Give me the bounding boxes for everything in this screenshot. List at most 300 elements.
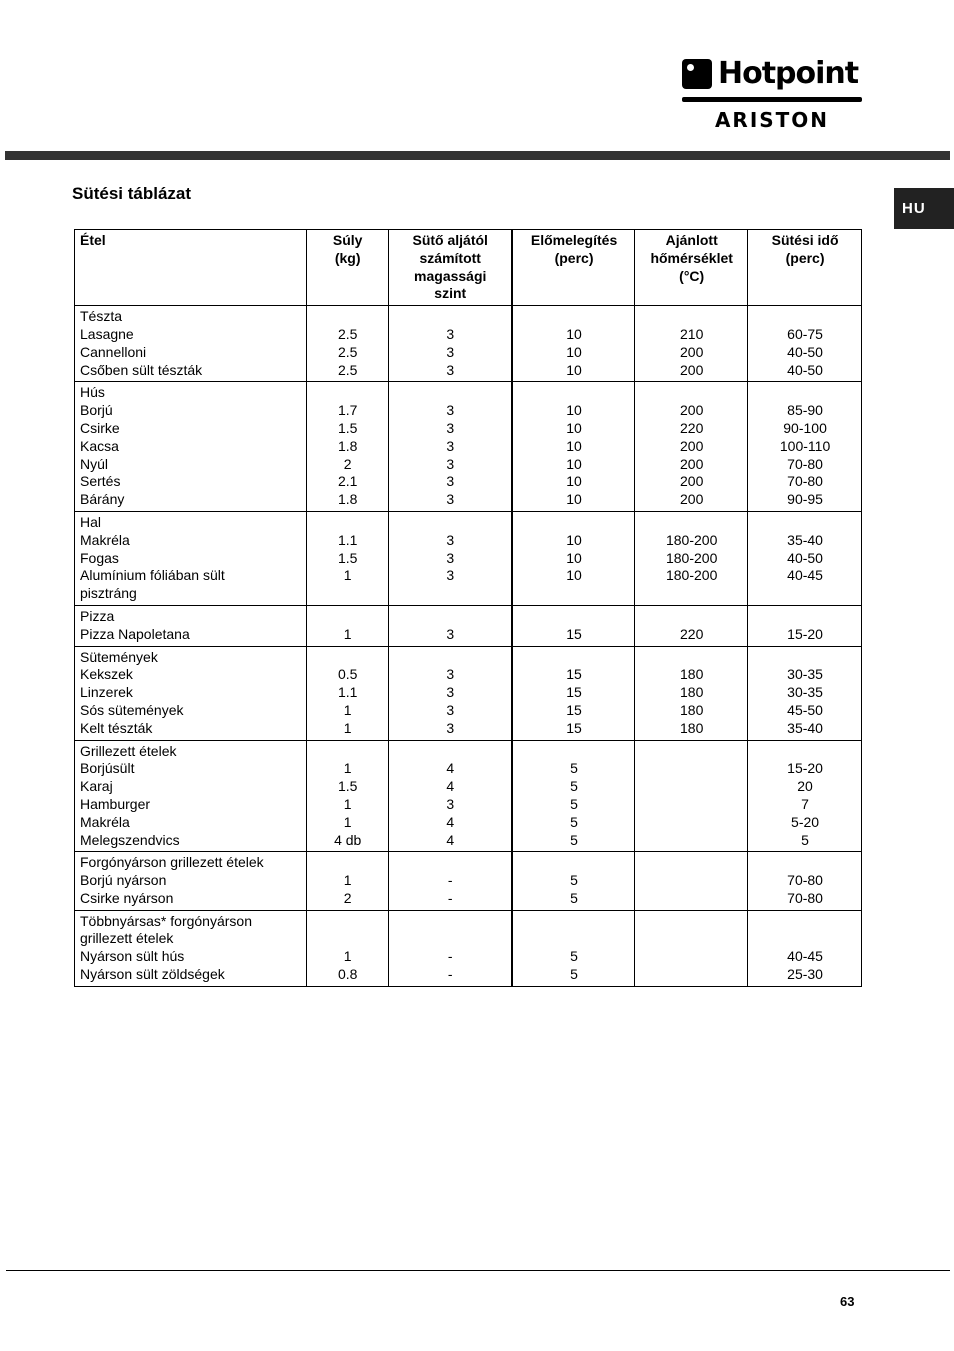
cell-line: 1 xyxy=(343,948,352,965)
header-line: magassági xyxy=(414,267,487,284)
cell-line: 70-80 xyxy=(787,455,823,472)
cell-line: 2.5 xyxy=(337,325,358,342)
col-header-level xyxy=(388,230,512,306)
cell-line: 90-100 xyxy=(783,419,827,436)
cell-line: Sós sütemények xyxy=(80,701,184,718)
cell-line: 4 db xyxy=(334,831,362,848)
col-header-time xyxy=(748,230,862,306)
temperature-cell xyxy=(635,382,748,512)
cell-line: 10 xyxy=(566,325,582,342)
header-line: (perc) xyxy=(554,249,594,266)
cell-line: 5 xyxy=(570,778,578,795)
time-cell xyxy=(748,740,862,852)
cell-line xyxy=(312,930,384,948)
cell-line: 180 xyxy=(680,719,704,736)
cell-line xyxy=(753,608,857,626)
cell-line xyxy=(753,649,857,667)
cooking-table xyxy=(74,229,862,987)
cell-line: Nyárson sült zöldségek xyxy=(80,966,225,983)
cell-line: Pizza Napoletana xyxy=(80,625,190,642)
cell-line: 1.5 xyxy=(337,778,358,795)
cell-line xyxy=(394,913,507,931)
cell-line: 40-50 xyxy=(787,343,823,360)
cell-line: 0.5 xyxy=(337,666,358,683)
col-header-preheat xyxy=(512,230,635,306)
cell-line xyxy=(394,930,507,948)
cell-line: 210 xyxy=(680,325,704,342)
cell-line: 3 xyxy=(446,402,455,419)
cell-line: Hal xyxy=(80,513,102,530)
table-row xyxy=(75,910,862,986)
page-number: 63 xyxy=(840,1294,855,1309)
cell-line xyxy=(640,854,743,872)
preheat-cell xyxy=(512,382,635,512)
brand-subname: ARISTON xyxy=(714,108,830,132)
cell-line: 5 xyxy=(570,795,578,812)
time-cell xyxy=(748,646,862,740)
food-cell xyxy=(75,511,307,605)
cell-line: 5 xyxy=(801,831,809,848)
cell-line: 1 xyxy=(343,872,352,889)
cell-line: Pizza xyxy=(80,607,115,624)
temperature-cell xyxy=(635,740,748,852)
cell-line xyxy=(640,913,743,931)
cell-line: Karaj xyxy=(80,778,113,795)
preheat-cell xyxy=(512,646,635,740)
cell-line: 220 xyxy=(680,625,704,642)
cell-line: 3 xyxy=(446,549,455,566)
cell-line xyxy=(753,854,857,872)
weight-cell xyxy=(306,605,388,646)
cell-line: 35-40 xyxy=(787,531,823,548)
cell-line xyxy=(640,760,743,778)
cell-line: 3 xyxy=(446,343,455,360)
weight-cell xyxy=(306,910,388,986)
cell-line: 180-200 xyxy=(665,567,718,584)
cell-line: 1.8 xyxy=(337,491,358,508)
cell-line: Kekszek xyxy=(80,666,133,683)
cell-line: 3 xyxy=(446,437,455,454)
cell-line: 200 xyxy=(680,491,704,508)
cell-line: 2.1 xyxy=(337,473,358,490)
col-header-temperature xyxy=(635,230,748,306)
cell-line xyxy=(394,384,507,402)
cell-line: pisztráng xyxy=(80,585,137,602)
cell-line: 10 xyxy=(566,567,582,584)
cell-line: 1.8 xyxy=(337,437,358,454)
cell-line: 1 xyxy=(343,625,352,642)
temperature-cell xyxy=(635,605,748,646)
cell-line: - xyxy=(447,948,453,965)
cell-line: 5 xyxy=(570,966,578,983)
cell-line: Cannelloni xyxy=(80,343,147,360)
cell-line xyxy=(518,384,630,402)
table-body xyxy=(75,306,862,987)
cell-line xyxy=(753,308,857,326)
food-cell xyxy=(75,306,307,382)
cell-line: Makréla xyxy=(80,531,130,548)
cell-line xyxy=(640,649,743,667)
cell-line: 180 xyxy=(680,684,704,701)
cell-line xyxy=(640,608,743,626)
level-cell xyxy=(388,740,512,852)
cell-line: 0.8 xyxy=(337,966,358,983)
cell-line xyxy=(312,913,384,931)
cell-line xyxy=(312,585,384,603)
cell-line: - xyxy=(447,889,453,906)
cell-line: Nyárson sült hús xyxy=(80,948,185,965)
temperature-cell xyxy=(635,511,748,605)
header-line: számított xyxy=(419,249,481,266)
temperature-cell xyxy=(635,306,748,382)
header-line: Étel xyxy=(80,232,106,248)
preheat-cell xyxy=(512,740,635,852)
cell-line: 3 xyxy=(446,361,455,378)
header-line: Ajánlott xyxy=(665,232,718,248)
cell-line xyxy=(640,384,743,402)
cell-line: Borjú xyxy=(80,402,113,419)
cell-line: Fogas xyxy=(80,549,119,566)
cell-line xyxy=(640,832,743,850)
time-cell xyxy=(748,852,862,910)
time-cell xyxy=(748,382,862,512)
cell-line: 220 xyxy=(680,419,704,436)
logo-divider xyxy=(682,97,862,102)
cell-line: 30-35 xyxy=(787,666,823,683)
cell-line: Csirke nyárson xyxy=(80,889,174,906)
cell-line xyxy=(753,913,857,931)
cell-line: 4 xyxy=(446,760,455,777)
cell-line: 1 xyxy=(343,760,352,777)
cell-line: 200 xyxy=(680,473,704,490)
cell-line: 180-200 xyxy=(665,531,718,548)
cell-line: 180-200 xyxy=(665,549,718,566)
preheat-cell xyxy=(512,511,635,605)
cell-line: 2 xyxy=(343,889,352,906)
cell-line xyxy=(394,854,507,872)
level-cell xyxy=(388,306,512,382)
header-bar xyxy=(5,151,950,160)
cell-line: 180 xyxy=(680,701,704,718)
header-line: hőmérséklet xyxy=(650,249,733,266)
cell-line: 15 xyxy=(566,666,582,683)
food-cell xyxy=(75,605,307,646)
weight-cell xyxy=(306,511,388,605)
cell-line: Többnyársas* forgónyárson xyxy=(80,912,252,929)
cell-line: 1.1 xyxy=(337,684,358,701)
cell-line xyxy=(312,608,384,626)
level-cell xyxy=(388,511,512,605)
food-cell xyxy=(75,852,307,910)
cell-line xyxy=(394,308,507,326)
cell-line: Linzerek xyxy=(80,684,133,701)
cell-line: 5 xyxy=(570,889,578,906)
brand-logo xyxy=(682,56,864,132)
cell-line: 25-30 xyxy=(787,966,823,983)
time-cell xyxy=(748,306,862,382)
cell-line xyxy=(753,585,857,603)
weight-cell xyxy=(306,646,388,740)
cell-line xyxy=(753,930,857,948)
cell-line: 200 xyxy=(680,402,704,419)
cell-line: 3 xyxy=(446,719,455,736)
cell-line xyxy=(518,743,630,761)
cell-line xyxy=(640,796,743,814)
cell-line xyxy=(640,966,743,984)
cell-line xyxy=(640,872,743,890)
table-row xyxy=(75,740,862,852)
cell-line: 5 xyxy=(570,948,578,965)
header-line: Sütő aljától xyxy=(412,232,488,248)
cell-line xyxy=(518,514,630,532)
table-row xyxy=(75,511,862,605)
cell-line: 3 xyxy=(446,455,455,472)
cell-line: 10 xyxy=(566,473,582,490)
cell-line xyxy=(640,778,743,796)
table-row xyxy=(75,852,862,910)
cell-line: Nyúl xyxy=(80,455,109,472)
cell-line: 1.7 xyxy=(337,402,358,419)
cell-line: 35-40 xyxy=(787,719,823,736)
cell-line: Grillezett ételek xyxy=(80,742,177,759)
time-cell xyxy=(748,511,862,605)
brand-name: Hotpoint xyxy=(718,56,859,91)
header-line: Sütési idő xyxy=(771,232,839,248)
cell-line: 40-45 xyxy=(787,567,823,584)
cell-line: 3 xyxy=(446,666,455,683)
cell-line: 5 xyxy=(570,760,578,777)
cell-line: 1 xyxy=(343,701,352,718)
cell-line: Melegszendvics xyxy=(80,831,180,848)
cell-line xyxy=(640,930,743,948)
cell-line: Csirke xyxy=(80,419,120,436)
cell-line: 2.5 xyxy=(337,361,358,378)
cell-line: 1.5 xyxy=(337,549,358,566)
cell-line: 3 xyxy=(446,491,455,508)
cell-line: 1.5 xyxy=(337,419,358,436)
header-line: Előmelegítés xyxy=(530,232,618,248)
cell-line: 30-35 xyxy=(787,684,823,701)
cell-line: 10 xyxy=(566,343,582,360)
cell-line: 1 xyxy=(343,813,352,830)
cell-line: 10 xyxy=(566,419,582,436)
cell-line xyxy=(312,514,384,532)
cell-line: 3 xyxy=(446,325,455,342)
cell-line xyxy=(518,913,630,931)
table-row xyxy=(75,382,862,512)
cell-line xyxy=(312,854,384,872)
cell-line xyxy=(753,384,857,402)
cell-line: 5 xyxy=(570,813,578,830)
cell-line: 100-110 xyxy=(779,437,831,454)
logo-top-row xyxy=(682,56,864,92)
cell-line: Hús xyxy=(80,384,105,401)
food-cell xyxy=(75,910,307,986)
cell-line xyxy=(753,743,857,761)
cell-line: 4 xyxy=(446,831,455,848)
cell-line: 15-20 xyxy=(787,625,823,642)
cell-line: 15 xyxy=(566,684,582,701)
cell-line xyxy=(518,308,630,326)
cell-line xyxy=(312,743,384,761)
preheat-cell xyxy=(512,852,635,910)
cell-line: 70-80 xyxy=(787,889,823,906)
cell-line xyxy=(394,608,507,626)
cell-line: 2.5 xyxy=(337,343,358,360)
table-header-row xyxy=(75,230,862,306)
cell-line: 3 xyxy=(446,684,455,701)
cell-line: 90-95 xyxy=(787,491,823,508)
cell-line: 200 xyxy=(680,437,704,454)
cell-line: 1 xyxy=(343,795,352,812)
cell-line: 40-45 xyxy=(787,948,823,965)
cell-line: 7 xyxy=(801,795,809,812)
cell-line xyxy=(518,649,630,667)
cell-line: 10 xyxy=(566,491,582,508)
cell-line: 10 xyxy=(566,549,582,566)
cell-line xyxy=(518,608,630,626)
header-line: (perc) xyxy=(785,249,825,266)
cell-line: 85-90 xyxy=(787,402,823,419)
cell-line: 1 xyxy=(343,719,352,736)
cell-line: 10 xyxy=(566,531,582,548)
food-cell xyxy=(75,382,307,512)
cell-line: 4 xyxy=(446,813,455,830)
cell-line: 180 xyxy=(680,666,704,683)
weight-cell xyxy=(306,852,388,910)
level-cell xyxy=(388,646,512,740)
cell-line: 200 xyxy=(680,455,704,472)
table-row xyxy=(75,605,862,646)
cell-line: 15 xyxy=(566,701,582,718)
cell-line xyxy=(394,649,507,667)
cell-line xyxy=(312,384,384,402)
cell-line: 3 xyxy=(446,625,455,642)
cell-line: 200 xyxy=(680,343,704,360)
level-cell xyxy=(388,910,512,986)
cell-line: Kelt tészták xyxy=(80,719,153,736)
header-line: szint xyxy=(434,285,467,302)
cell-line xyxy=(640,514,743,532)
food-cell xyxy=(75,740,307,852)
table-row xyxy=(75,306,862,382)
cell-line: 5-20 xyxy=(791,813,820,830)
cell-line: 3 xyxy=(446,795,455,812)
cell-line: 20 xyxy=(797,778,813,795)
cell-line: Makréla xyxy=(80,813,130,830)
cell-line: 10 xyxy=(566,437,582,454)
weight-cell xyxy=(306,382,388,512)
cell-line xyxy=(394,514,507,532)
cell-line: 200 xyxy=(680,361,704,378)
preheat-cell xyxy=(512,910,635,986)
cell-line: 3 xyxy=(446,419,455,436)
cell-line: grillezett ételek xyxy=(80,930,174,947)
footer-rule xyxy=(6,1270,950,1271)
temperature-cell xyxy=(635,646,748,740)
col-header-food xyxy=(75,230,307,306)
cell-line: 5 xyxy=(570,831,578,848)
header-line: Súly xyxy=(332,232,363,248)
time-cell xyxy=(748,605,862,646)
cell-line: 60-75 xyxy=(787,325,823,342)
cell-line xyxy=(640,814,743,832)
cell-line: 1.1 xyxy=(337,531,358,548)
cell-line xyxy=(312,308,384,326)
food-cell xyxy=(75,646,307,740)
cell-line: 3 xyxy=(446,531,455,548)
cell-line: 10 xyxy=(566,455,582,472)
cell-line: Alumínium fóliában sült xyxy=(80,567,225,584)
cell-line xyxy=(640,948,743,966)
cell-line: 15-20 xyxy=(787,760,823,777)
cell-line xyxy=(394,743,507,761)
cell-line: 70-80 xyxy=(787,872,823,889)
cell-line xyxy=(640,890,743,908)
cell-line: 2 xyxy=(343,455,352,472)
cell-line: 45-50 xyxy=(787,701,823,718)
cell-line: 10 xyxy=(566,361,582,378)
cell-line xyxy=(518,854,630,872)
language-tab: HU xyxy=(894,188,954,229)
cell-line: 15 xyxy=(566,719,582,736)
cell-line: 40-50 xyxy=(787,549,823,566)
col-header-weight xyxy=(306,230,388,306)
cell-line: Lasagne xyxy=(80,325,134,342)
temperature-cell xyxy=(635,852,748,910)
logo-mark-icon xyxy=(682,59,712,89)
cell-line: 40-50 xyxy=(787,361,823,378)
cell-line xyxy=(640,743,743,761)
cell-line: - xyxy=(447,872,453,889)
cell-line xyxy=(312,649,384,667)
cell-line: Borjú nyárson xyxy=(80,872,167,889)
cell-line: Kacsa xyxy=(80,437,119,454)
header-line: (°C) xyxy=(679,267,705,284)
cell-line: Tészta xyxy=(80,308,123,325)
level-cell xyxy=(388,852,512,910)
cell-line: 3 xyxy=(446,701,455,718)
cell-line: 4 xyxy=(446,778,455,795)
cell-line xyxy=(640,585,743,603)
preheat-cell xyxy=(512,605,635,646)
cell-line: Hamburger xyxy=(80,795,151,812)
level-cell xyxy=(388,382,512,512)
cell-line xyxy=(518,930,630,948)
cell-line xyxy=(640,308,743,326)
cell-line: Bárány xyxy=(80,491,125,508)
cell-line: 5 xyxy=(570,872,578,889)
cell-line: 3 xyxy=(446,473,455,490)
page-title: Sütési táblázat xyxy=(72,184,192,203)
cell-line: - xyxy=(447,966,453,983)
level-cell xyxy=(388,605,512,646)
temperature-cell xyxy=(635,910,748,986)
cell-line xyxy=(394,585,507,603)
cell-line: Borjúsült xyxy=(80,760,135,777)
preheat-cell xyxy=(512,306,635,382)
cell-line: 70-80 xyxy=(787,473,823,490)
weight-cell xyxy=(306,740,388,852)
cell-line xyxy=(753,514,857,532)
cell-line: 15 xyxy=(566,625,582,642)
table-row xyxy=(75,646,862,740)
cell-line: Csőben sült tészták xyxy=(80,361,203,378)
cell-line: Forgónyárson grillezett ételek xyxy=(80,854,264,871)
cell-line: Sertés xyxy=(80,473,121,490)
cell-line: 10 xyxy=(566,402,582,419)
header-line: (kg) xyxy=(334,249,361,266)
